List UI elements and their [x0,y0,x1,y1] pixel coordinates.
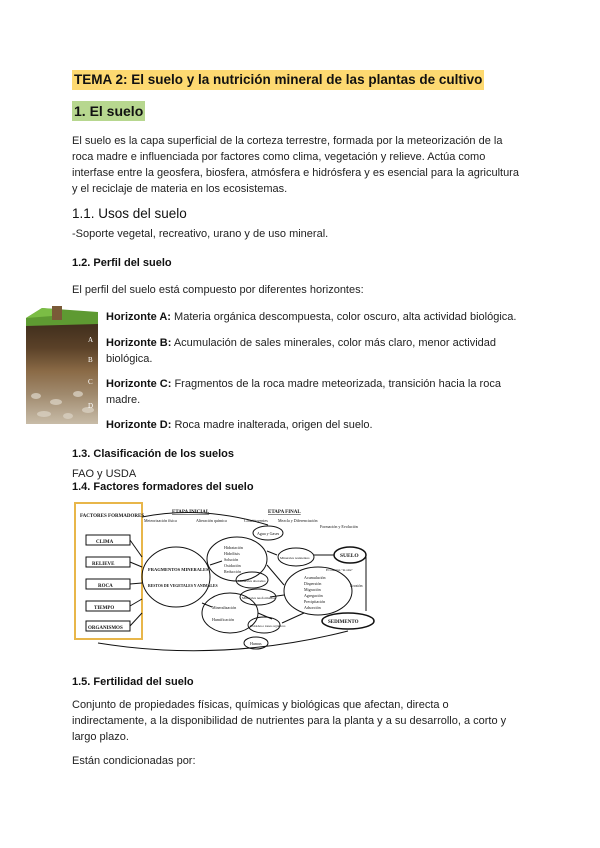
horizon-text: Acumulación de sales minerales, color más claro, menor actividad [173,337,497,349]
profile-label: C [88,378,93,386]
heading-factores: 1.4. Factores formadores del suelo [72,481,254,493]
factor-label: CLIMA [96,540,114,545]
fertilidad-line: largo plazo. [72,731,129,743]
coloides-label: Coloides e iones orgánicos [250,624,286,628]
etapa-inicial-label: ETAPA INICIAL [172,510,210,515]
mezcla-label: Mezcla y Diferenciación [278,518,318,523]
horizon-b [106,336,546,367]
horizon-label: Horizonte D: [106,419,172,431]
factor-label: RELIEVE [92,562,115,567]
fragmentos-label: FRAGMENTOS MINERALES [148,567,209,572]
restos-label: RESTOS DE VEGETALES Y ANIMALES [148,584,218,588]
horizon-text: Materia orgánica descompuesta, color oscuro, alta actividad biológica. [174,311,517,323]
acumulacion-label: Agregación [304,593,323,598]
factor-label: ROCA [98,584,113,589]
proceso-label: Solución [224,557,239,562]
fertilidad-line: indirectamente, a la disponibilidad de nutrientes para la planta y a su desarrollo, a corto y [72,715,507,727]
proceso-label: Hidrólisis [224,551,240,556]
horizon-c [106,377,546,408]
horizon-text: Roca madre inalterada, origen del suelo. [174,419,373,431]
acumulacion-label: Acumulación [304,575,326,580]
heading-clasificacion: 1.3. Clasificación de los suelos [72,448,235,460]
acumulacion-label: Adsorción [304,605,321,610]
proceso-label: Reducción [224,569,242,574]
heading-perfil: 1.2. Perfil del suelo [72,257,172,269]
humus-label: Humus [250,641,262,646]
proceso-label: Oxidación [224,563,241,568]
factors-title: FACTORES FORMADORES [80,514,145,519]
minerales-alterados-label: Minerales alterados [238,579,266,583]
intro-line: roca madre e influenciada por factores como clima, vegetación y relieve. Actúa como [72,151,486,163]
suelo-label: SUELO [340,553,359,559]
factors-frame [75,503,145,639]
intro-paragraph [72,133,542,197]
factor-label: ORGANISMOS [88,626,123,631]
erosion-label: Erosión [350,583,363,588]
horizon-label: Horizonte B: [106,337,172,349]
mineralizacion-label: Mineralización [212,605,237,610]
section-heading-el-suelo: 1. El suelo [74,103,144,119]
profile-label: B [88,356,93,364]
horizon-text: madre. [106,393,141,406]
horizon-text: biológica. [106,352,153,365]
horizon-label: Horizonte A: [106,311,171,323]
intro-line: interfase entre la geosfera, biosfera, atmósfera e hidrósfera y es esencial para la agricultura [72,167,519,179]
meteorizacion-label: Meteorización física [144,518,177,523]
heading-fertilidad: 1.5. Fertilidad del suelo [72,676,194,688]
factor-label: TIEMPO [94,606,115,611]
heading-usos: 1.1. Usos del suelo [72,206,187,221]
minerales-resistentes-label: Minerales resistentes [280,556,310,560]
fertilidad-paragraph [72,697,542,745]
etapa-final-label: ETAPA FINAL [268,510,301,515]
clasificacion-text: FAO y USDA [72,468,137,480]
formacion-label: Formación y Evolución [320,524,358,529]
sedimento-label: SEDIMENTO [328,620,359,625]
horizon-d [106,418,546,434]
proceso-label: Hidratación [224,545,243,550]
acumulacion-label: Precipitación [304,599,326,604]
agua-gases-label: Agua y Gases [257,531,280,536]
constituyentes-label: Constituyentes [244,518,268,523]
humificacion-label: Humificación [212,617,234,622]
horizon-label: Horizonte C: [106,378,172,390]
fragmentos-ellipse [142,547,210,607]
horizon-a [106,310,546,326]
minerales-neoformados-label: Minerales neoformados [242,596,276,600]
horizon-text: Fragmentos de la roca madre meteorizada, transición hacia la roca [174,378,501,390]
soil-formation-diagram [72,495,380,667]
soil-profile-image [22,304,102,428]
perfil-intro: El perfil del suelo está compuesto por diferentes horizontes: [72,284,364,296]
profile-label: A [88,336,94,344]
acumulacion-label: Dispersión [304,581,322,586]
acumulacion-label: Migración [304,587,321,592]
condicionadas-text: Están condicionadas por: [72,755,196,767]
intro-line: El suelo es la capa superficial de la corteza terrestre, formada por la meteorización de la [72,135,503,147]
document-title: TEMA 2: El suelo y la nutrición mineral de las plantas de cultivo [72,70,484,90]
usos-text: -Soporte vegetal, recreativo, urano y de uso mineral. [72,228,329,240]
intro-line: y el reciclaje de materia en los ecosistemas. [72,183,288,195]
profile-label: D [88,402,94,410]
alteracion-label: Alteración química [196,518,227,523]
evolucion-label: Evolución "in situ" [326,568,353,572]
fertilidad-line: Conjunto de propiedades físicas, químicas y biológicas que afectan, directa o [72,699,449,711]
